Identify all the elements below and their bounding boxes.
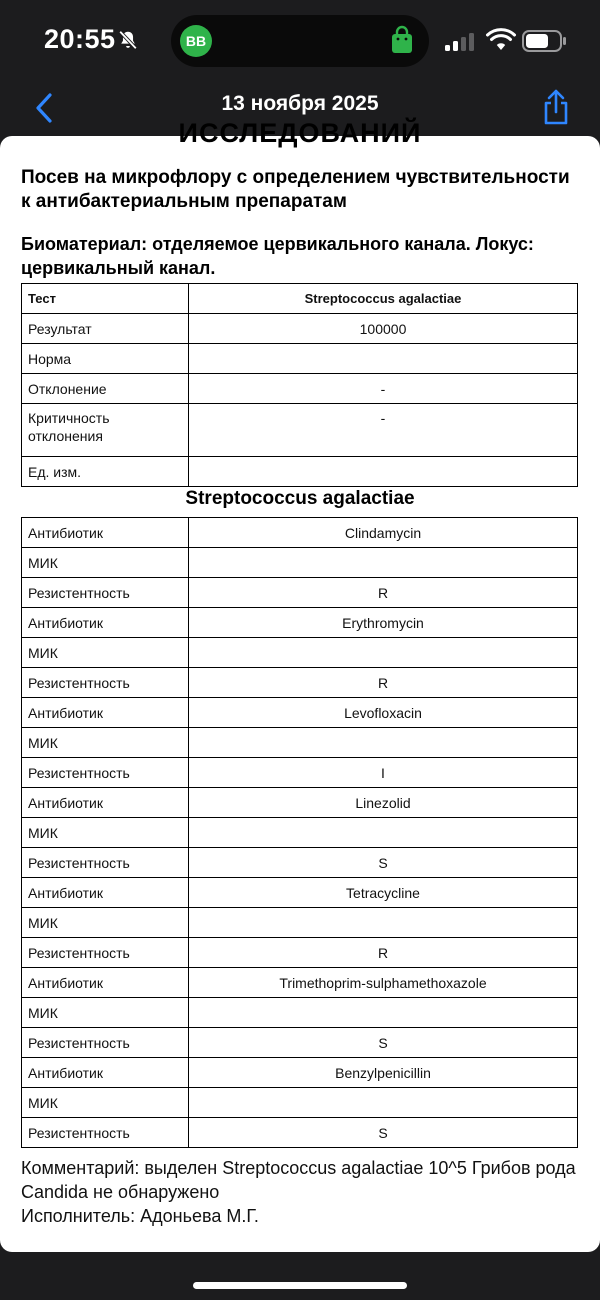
table-cell (189, 344, 578, 374)
table-cell (189, 998, 578, 1028)
table-cell: Результат (22, 314, 189, 344)
table-cell: Резистентность (22, 1028, 189, 1058)
shopping-bag-icon[interactable] (389, 25, 415, 55)
table-row (22, 284, 578, 314)
table-cell: МИК (22, 908, 189, 938)
table-row (22, 998, 578, 1028)
table-cell: Отклонение (22, 374, 189, 404)
result-table (21, 283, 578, 487)
table-cell: Антибиотик (22, 698, 189, 728)
table-cell: R (189, 938, 578, 968)
table-cell: Benzylpenicillin (189, 1058, 578, 1088)
table-row (22, 788, 578, 818)
table-row (22, 638, 578, 668)
document-viewer[interactable] (0, 118, 600, 1252)
table-cell: Erythromycin (189, 608, 578, 638)
bell-slash-icon (117, 29, 139, 51)
wifi-icon (487, 29, 515, 51)
table-cell: Linezolid (189, 788, 578, 818)
table-row (22, 968, 578, 998)
table-row (22, 818, 578, 848)
table-cell: Антибиотик (22, 1058, 189, 1088)
table-cell: МИК (22, 638, 189, 668)
table-cell: Trimethoprim-sulphamethoxazole (189, 968, 578, 998)
table-row (22, 578, 578, 608)
table-row (22, 698, 578, 728)
table-cell: S (189, 1118, 578, 1148)
table-cell (189, 1088, 578, 1118)
status-time: 20:55 (44, 24, 116, 54)
table-cell (189, 548, 578, 578)
table-cell: Антибиотик (22, 788, 189, 818)
table-row (22, 314, 578, 344)
app-badge[interactable]: BB (180, 25, 212, 57)
table-cell: Норма (22, 344, 189, 374)
table-cell: - (189, 404, 578, 457)
table-row (22, 908, 578, 938)
table-cell: Тест (22, 284, 189, 314)
table-cell: Streptococcus agalactiae (189, 284, 578, 314)
table-cell: R (189, 668, 578, 698)
biomaterial-text: Биоматериал: отделяемое цервикального канала. Локус: цервикальный канал. (21, 234, 534, 278)
table-row (22, 938, 578, 968)
table-cell (189, 457, 578, 487)
sensitivity-table (21, 517, 578, 1148)
table-row (22, 1058, 578, 1088)
table-cell (189, 818, 578, 848)
table-row (22, 728, 578, 758)
table-cell: S (189, 1028, 578, 1058)
comment-block (21, 1156, 581, 1228)
table-cell: Антибиотик (22, 518, 189, 548)
table-cell: S (189, 848, 578, 878)
table-cell: Levofloxacin (189, 698, 578, 728)
table-cell: R (189, 578, 578, 608)
table-row (22, 374, 578, 404)
home-indicator[interactable] (193, 1282, 407, 1289)
table-cell: Резистентность (22, 938, 189, 968)
table-cell: Резистентность (22, 578, 189, 608)
organism-title: Streptococcus agalactiae (185, 488, 415, 509)
table-cell: МИК (22, 548, 189, 578)
table-row (22, 457, 578, 487)
table-cell: Резистентность (22, 758, 189, 788)
table-row (22, 404, 578, 457)
table-row (22, 1028, 578, 1058)
table-row (22, 878, 578, 908)
table-row (22, 1088, 578, 1118)
table-cell: Tetracycline (189, 878, 578, 908)
comment-text: Комментарий: выделен Streptococcus agalactiae 10^5 Грибов рода Candida не обнаружено (21, 1158, 576, 1202)
table-row (22, 668, 578, 698)
table-row (22, 608, 578, 638)
table-cell: I (189, 758, 578, 788)
table-cell: Антибиотик (22, 968, 189, 998)
table-row (22, 518, 578, 548)
table-row (22, 758, 578, 788)
status-bar (0, 0, 600, 80)
table-cell: Ед. изм. (22, 457, 189, 487)
table-cell: Clindamycin (189, 518, 578, 548)
table-cell: Резистентность (22, 668, 189, 698)
table-cell: МИК (22, 728, 189, 758)
table-row (22, 1118, 578, 1148)
dynamic-island (171, 15, 429, 67)
table-cell: Критичность отклонения (22, 404, 189, 457)
table-cell: МИК (22, 818, 189, 848)
table-cell (189, 638, 578, 668)
table-cell (189, 728, 578, 758)
page-title: 13 ноября 2025 (221, 92, 379, 115)
section-heading: ИССЛЕДОВАНИЙ (178, 118, 422, 148)
battery-icon (522, 30, 568, 52)
table-cell: - (189, 374, 578, 404)
table-cell: Резистентность (22, 848, 189, 878)
table-cell: МИК (22, 998, 189, 1028)
executor-text: Исполнитель: Адоньева М.Г. (21, 1206, 259, 1226)
table-row (22, 848, 578, 878)
table-cell: 100000 (189, 314, 578, 344)
study-title: Посев на микрофлору с определением чувствительности к антибактериальным препаратам (21, 167, 570, 212)
table-row (22, 344, 578, 374)
table-cell: МИК (22, 1088, 189, 1118)
table-cell: Антибиотик (22, 608, 189, 638)
cellular-signal-icon (445, 33, 477, 51)
table-row (22, 548, 578, 578)
table-cell: Резистентность (22, 1118, 189, 1148)
table-cell (189, 908, 578, 938)
table-cell: Антибиотик (22, 878, 189, 908)
